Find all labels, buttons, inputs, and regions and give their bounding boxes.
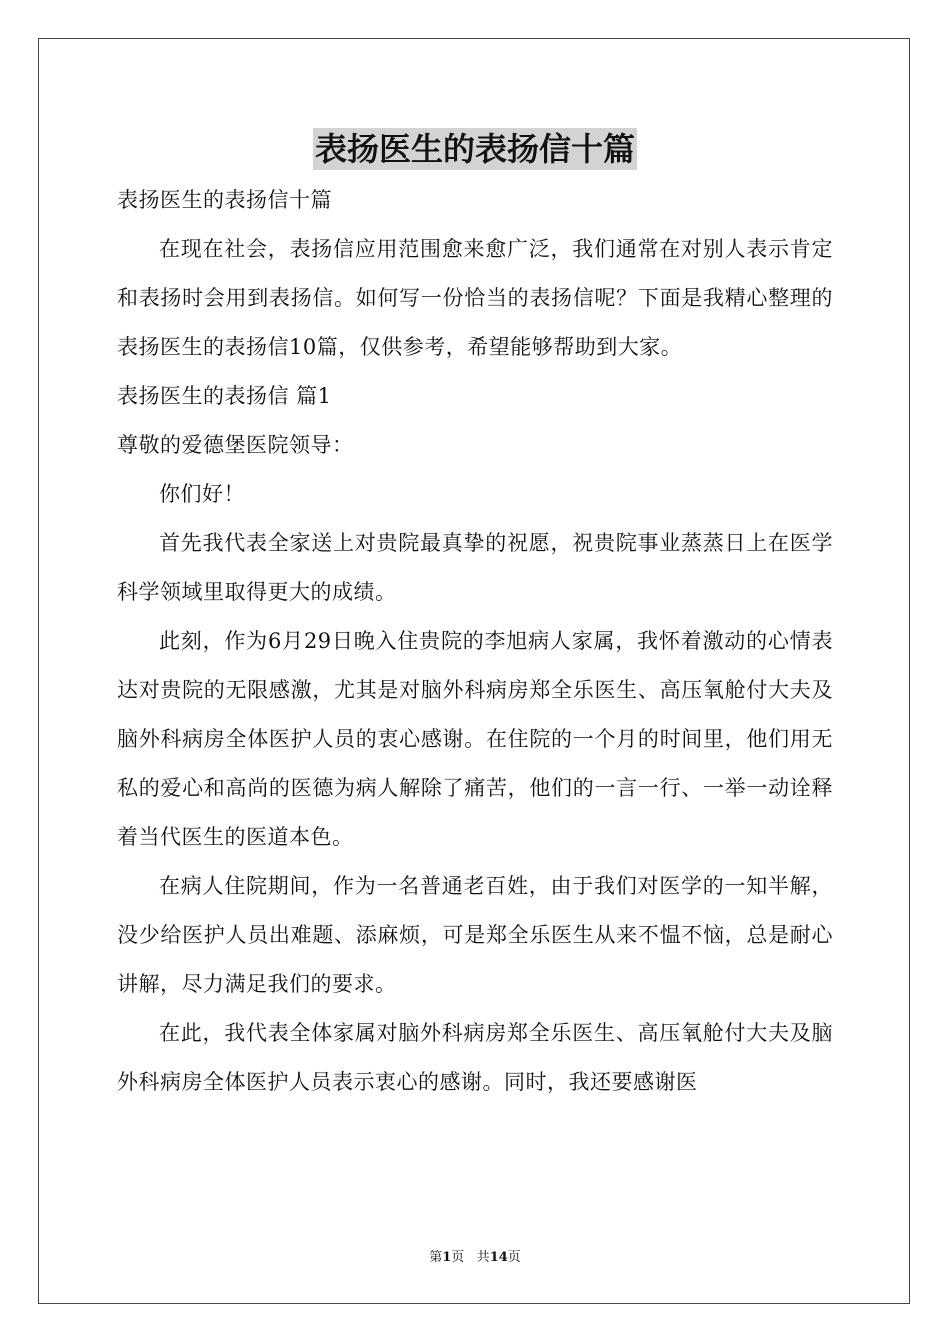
document-title: 表扬医生的表扬信十篇 <box>314 130 635 168</box>
paragraph: 在病人住院期间，作为一名普通老百姓，由于我们对医学的一知半解，没少给医护人员出难题、添麻烦，可是郑全乐医生从来不愠不恼，总是耐心讲解，尽力满足我们的要求。 <box>117 874 833 996</box>
paragraph: 在现在社会，表扬信应用范围愈来愈广泛，我们通常在对别人表示肯定和表扬时会用到表扬信。如何写一份恰当的表扬信呢？下面是我精心整理的表扬医生的表扬信10篇，仅供参考，希望能够帮助到大家。 <box>117 237 833 359</box>
greeting: 你们好！ <box>159 482 245 506</box>
footer-page-suffix: 页 <box>451 1250 465 1265</box>
footer-total-prefix: 共 <box>476 1250 490 1265</box>
salutation: 尊敬的爱德堡医院领导： <box>117 433 354 457</box>
total-page-count: 14 <box>489 1250 508 1265</box>
title-container <box>0 128 950 170</box>
paragraph: 此刻，作为6月29日晚入住贵院的李旭病人家属，我怀着激动的心情表达对贵院的无限感激，尤其是对脑外科病房郑全乐医生、高压氧舱付大夫及脑外科病房全体医护人员的衷心感谢。在住院的一个月的时间里，他们用无私的爱心和高尚的医德为病人解除了痛苦，他们的一言一行、一举一动诠释着当代医生的医道本色。 <box>117 629 833 849</box>
footer-prefix: 第 <box>429 1250 443 1265</box>
footer-total-suffix: 页 <box>507 1250 521 1265</box>
page-footer <box>0 1246 950 1265</box>
paragraph: 在此，我代表全体家属对脑外科病房郑全乐医生、高压氧舱付大夫及脑外科病房全体医护人员表示衷心的感谢。同时，我还要感谢医 <box>117 1021 833 1094</box>
paragraph: 表扬医生的表扬信十篇 <box>117 188 332 212</box>
current-page-number: 1 <box>442 1250 452 1265</box>
section-heading: 表扬医生的表扬信 篇1 <box>117 384 332 408</box>
document-body <box>117 176 833 1107</box>
paragraph: 首先我代表全家送上对贵院最真挚的祝愿，祝贵院事业蒸蒸日上在医学科学领域里取得更大的成绩。 <box>117 531 833 604</box>
